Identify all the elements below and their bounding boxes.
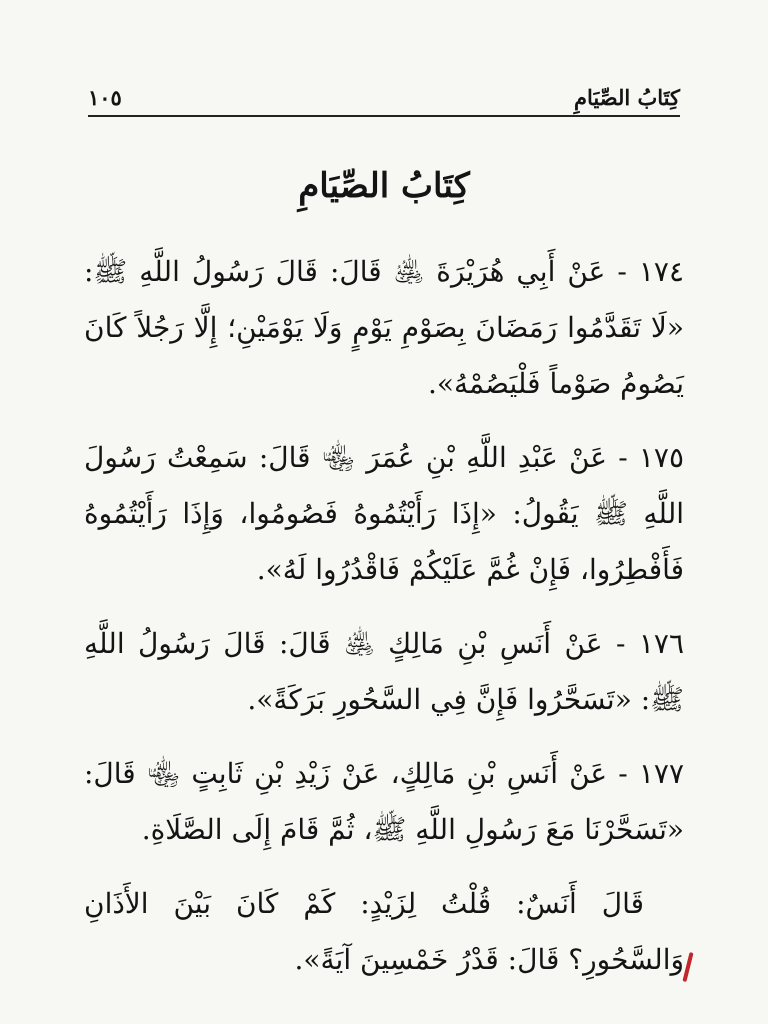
margin-pen-mark [682, 952, 693, 982]
running-title: كِتَابُ الصِّيَامِ [574, 85, 680, 110]
hadith-175 [84, 430, 684, 598]
chapter-title: كِتَابُ الصِّيَامِ [298, 166, 470, 206]
hadith-text: ١٧٤ - عَنْ أَبِي هُرَيْرَةَ ﵁ قَالَ: قَالَ رَسُولُ اللَّهِ ﷺ: «لَا تَقَدَّمُوا رَمَضَانَ بِصَوْمِ يَوْمٍ وَلَا يَوْمَيْنِ؛ إِلَّا رَجُلاً كَانَ يَصُومُ صَوْماً فَلْيَصُمْهُ». [84, 255, 684, 400]
page-number: ١٠٥ [88, 85, 122, 110]
hadith-177 [84, 746, 684, 858]
hadith-174 [84, 244, 684, 412]
body-text [84, 244, 684, 988]
running-header [88, 84, 680, 116]
header-rule [88, 115, 680, 117]
hadith-text: ١٧٥ - عَنْ عَبْدِ اللَّهِ بْنِ عُمَرَ ﵄ قَالَ: سَمِعْتُ رَسُولَ اللَّهِ ﷺ يَقُولُ: «إِذَا رَأَيْتُمُوهُ فَصُومُوا، وَإِذَا رَأَيْتُمُوهُ فَأَفْطِرُوا، فَإِنْ غُمَّ عَلَيْكُمْ فَاقْدُرُوا لَهُ». [84, 441, 684, 586]
hadith-176 [84, 616, 684, 728]
hadith-text: ١٧٧ - عَنْ أَنَسِ بْنِ مَالِكٍ، عَنْ زَيْدِ بْنِ ثَابِتٍ ﵄ قَالَ: «تَسَحَّرْنَا مَعَ رَسُولِ اللَّهِ ﷺ، ثُمَّ قَامَ إِلَى الصَّلَاةِ. [84, 757, 685, 846]
hadith-text: ١٧٦ - عَنْ أَنَسِ بْنِ مَالِكٍ ﵁ قَالَ: قَالَ رَسُولُ اللَّهِ ﷺ: «تَسَحَّرُوا فَإِنَّ فِي السَّحُورِ بَرَكَةً». [84, 627, 684, 716]
anas-note: قَالَ أَنَسٌ: قُلْتُ لِزَيْدٍ: كَمْ كَانَ بَيْنَ الأَذَانِ وَالسَّحُورِ؟ قَالَ: قَدْرُ خَمْسِينَ آيَةً». [84, 887, 684, 976]
